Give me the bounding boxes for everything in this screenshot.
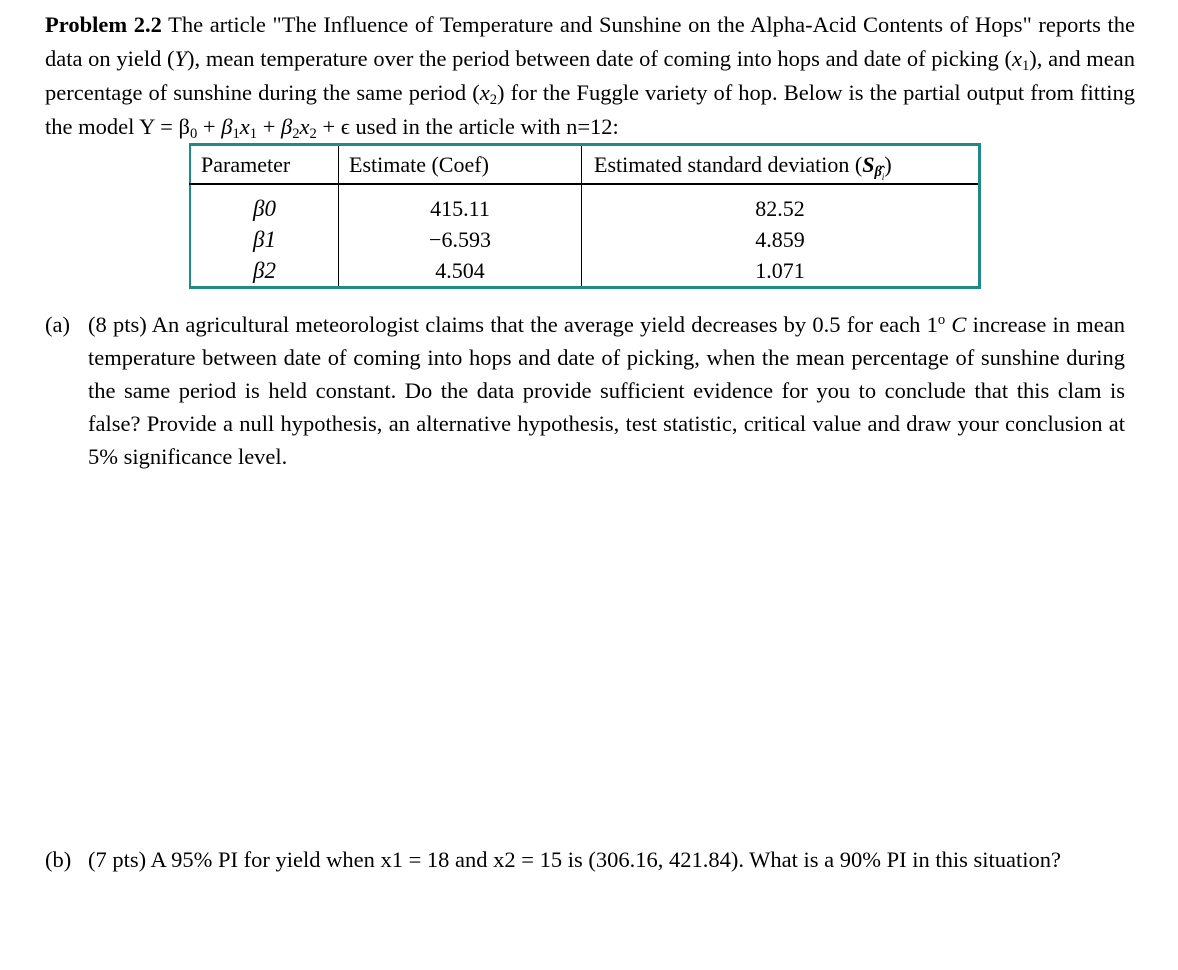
intro-text-3: ), and mean percentage of sunshine during the same period ( [45,46,1135,105]
part-a-text-1: (8 pts) An agricultural meteorologist claims that the average yield decreases by 0.5 for each 1 [88,312,938,337]
model-epsilon: + ϵ [316,114,350,139]
header-std-dev-beta-hat: β̂ [874,163,882,180]
model-plus-2: + [257,114,282,139]
model-x1-subscript: 1 [249,126,258,142]
estimate-column [339,184,582,288]
part-b [45,843,1125,876]
model-x2: x [299,114,310,139]
problem-statement [45,8,1135,144]
header-estimate: Estimate (Coef) [339,145,582,185]
estimate-beta0: 415.11 [430,196,490,221]
model-beta2-subscript: 2 [292,126,300,142]
header-std-dev-close: ) [884,151,892,177]
header-parameter: Parameter [190,145,339,185]
part-a-text-2: increase in mean temperature between date of coming into hops and date of picking, when the mean percentage of sunshine during the same period is held constant. Do the data provide sufficient evidence for you to conclude that this clam is false? Provide a null hypothesis, an alternative hypothesis, test statistic, critical value and draw your conclusion at 5% significance level. [88,312,1126,469]
model-beta1-subscript: 1 [232,126,240,142]
x2-variable: x [479,80,490,105]
table-header-row [190,145,980,185]
parameter-beta1: β1 [253,227,276,252]
header-std-dev-index: i [881,172,885,183]
model-beta2: β [281,114,293,139]
model-b0-subscript: 0 [189,126,198,142]
degree-superscript: o [937,312,946,328]
intro-text-5: used in the article with n=12: [349,114,619,139]
std-dev-beta2: 1.071 [755,258,805,283]
part-b-text: (7 pts) A 95% PI for yield when x1 = 18 and x2 = 15 is (306.16, 421.84). What is a 90% PI in this situation? [88,847,1062,872]
intro-text-2: ), mean temperature over the period between date of coming into hops and date of picking ( [187,46,1012,71]
model-x2-subscript: 2 [309,126,317,142]
intro-text-1: The article "The Influence of Temperature and Sunshine on the Alpha-Acid Contents of Hops" reports the data on yield ( [45,12,1135,71]
estimate-beta1: −6.593 [429,227,491,252]
model-plus-1: + [197,114,222,139]
std-dev-column [582,184,980,288]
model-x1: x [239,114,250,139]
std-dev-beta1: 4.859 [755,227,805,252]
model-beta1: β [221,114,233,139]
problem-label: Problem 2.2 [45,12,162,37]
parameter-column [190,184,339,288]
parameter-table [189,143,981,289]
celsius-unit: C [945,312,967,337]
table-row [190,184,980,288]
parameter-beta2: β2 [253,258,276,283]
part-a-label: (a) [45,312,70,337]
parameter-beta0: β0 [253,196,276,221]
x1-subscript: 1 [1021,58,1030,74]
estimate-beta2: 4.504 [435,258,485,283]
x2-subscript: 2 [489,92,498,108]
part-b-label: (b) [45,847,72,872]
part-a-text [88,308,1125,473]
header-std-dev-label: Estimated standard deviation ( [594,151,863,177]
x1-variable: x [1011,46,1022,71]
header-std-dev-symbol: S [862,151,875,177]
std-dev-beta0: 82.52 [755,196,805,221]
part-a [45,308,1125,473]
intro-text-4: ) for the Fuggle variety of hop. Below is the partial output from fitting the model Y = β [45,80,1135,139]
header-std-dev [582,145,980,185]
y-variable: Y [174,46,188,71]
